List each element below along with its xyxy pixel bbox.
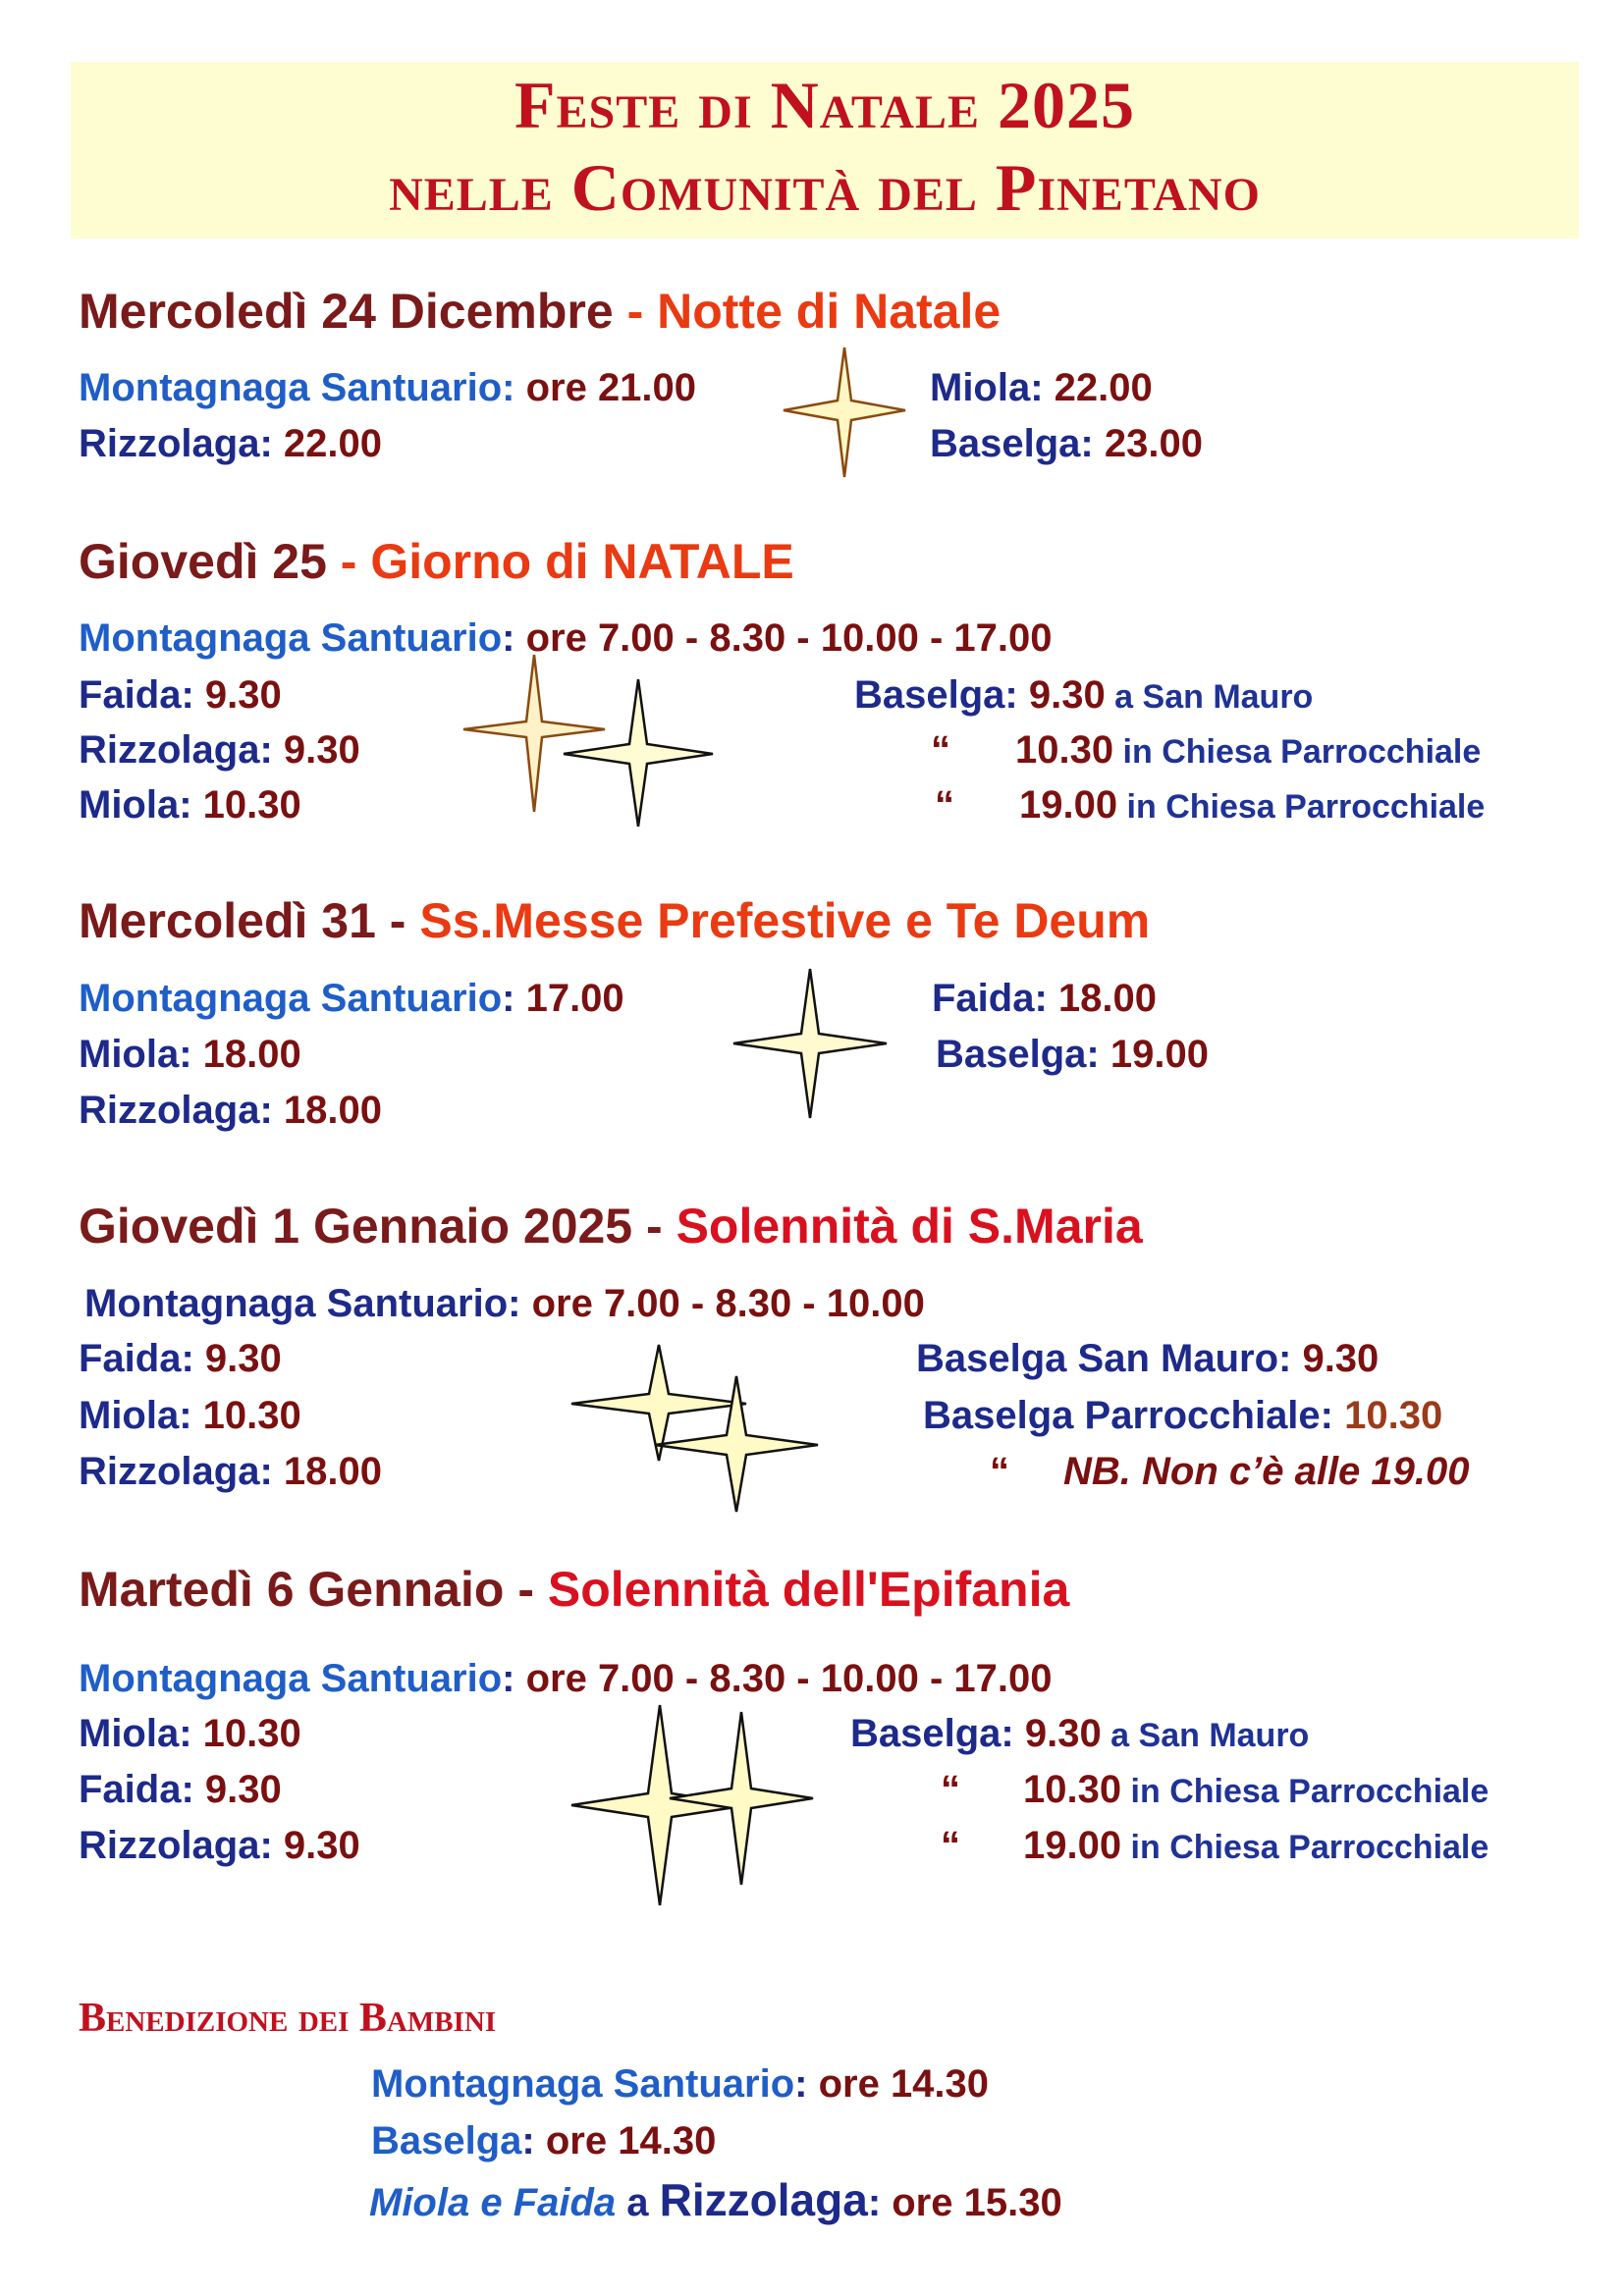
star-icon — [562, 677, 715, 828]
sec3-row1: Montagnaga Santuario: 17.00 — [79, 977, 624, 1020]
sec4-row4: Rizzolaga: 18.00 — [79, 1450, 383, 1493]
star-icon — [653, 1374, 820, 1514]
sec4-right3-note: NB. Non c’è alle 19.00 — [1063, 1450, 1470, 1493]
sec1-row1-left: Montagnaga Santuario: ore 21.00 — [79, 366, 697, 409]
sec1-feast: Notte di Natale — [657, 284, 1001, 339]
sec2-row4: Miola: 10.30 — [79, 783, 301, 827]
sec5-baselga-1: Baselga: 9.30 a San Mauro — [850, 1712, 1310, 1755]
sec3-heading: Mercoledì 31 - Ss.Messe Prefestive e Te Deum — [79, 893, 1151, 948]
sec1-heading: Mercoledì 24 Dicembre - Notte di Natale — [79, 284, 1001, 339]
sec1-row1-right: Miola: 22.00 — [930, 366, 1153, 409]
sec3-row2: Miola: 18.00 — [79, 1033, 301, 1076]
page-title: Feste di Natale 2025 — [514, 68, 1135, 142]
sec4-row1: Montagnaga Santuario: ore 7.00 - 8.30 - 10.00 — [84, 1282, 925, 1325]
sec5-baselga-2: “ — [941, 1768, 960, 1811]
star-icon — [668, 1710, 815, 1887]
sec4-row2: Faida: 9.30 — [79, 1337, 282, 1380]
sec2-row3: Rizzolaga: 9.30 — [79, 728, 360, 772]
sec2-row1: Montagnaga Santuario: ore 7.00 - 8.30 - 10.00 - 17.00 — [79, 616, 1053, 660]
star-icon — [781, 346, 908, 479]
sec4-right1: Baselga San Mauro: 9.30 — [916, 1337, 1380, 1380]
sec1-row2-left: Rizzolaga: 22.00 — [79, 422, 383, 465]
sec5-baselga-3-text: 19.00 in Chiesa Parrocchiale — [1023, 1824, 1489, 1867]
sec2-heading: Giovedì 25 - Giorno di NATALE — [79, 534, 794, 589]
sec2-row2: Faida: 9.30 — [79, 673, 282, 717]
sec5-baselga-3: “ — [941, 1824, 960, 1867]
sec1-day: Mercoledì 24 Dicembre — [79, 284, 614, 339]
sec2-baselga-3-text: 19.00 in Chiesa Parrocchiale — [1019, 783, 1486, 827]
sec5-heading: Martedì 6 Gennaio - Solennità dell'Epifania — [79, 1562, 1070, 1617]
sec5-row2: Miola: 10.30 — [79, 1712, 301, 1755]
sec3-right1: Faida: 18.00 — [932, 977, 1158, 1020]
title-banner — [71, 62, 1579, 239]
sec5-baselga-2-text: 10.30 in Chiesa Parrocchiale — [1023, 1768, 1489, 1811]
ben-row3: Miola e Faida a Rizzolaga: ore 15.30 — [369, 2174, 1062, 2225]
sec5-row3: Faida: 9.30 — [79, 1768, 282, 1811]
sec2-baselga-2: “ — [931, 728, 950, 772]
ben-row2: Baselga: ore 14.30 — [371, 2119, 717, 2163]
star-icon — [731, 967, 889, 1120]
sec2-baselga-1: Baselga: 9.30 a San Mauro — [854, 673, 1314, 717]
sec3-right2: Baselga: 19.00 — [936, 1033, 1209, 1076]
ben-title: Benedizione dei Bambini — [79, 1996, 497, 2041]
sec2-baselga-2-text: 10.30 in Chiesa Parrocchiale — [1015, 728, 1482, 772]
sec1-row2-right: Baselga: 23.00 — [930, 422, 1203, 465]
sec2-baselga-3: “ — [935, 783, 954, 827]
sec4-heading: Giovedì 1 Gennaio 2025 - Solennità di S.Maria — [79, 1199, 1143, 1254]
sec4-row3: Miola: 10.30 — [79, 1394, 301, 1437]
sec4-right2: Baselga Parrocchiale: 10.30 — [923, 1394, 1443, 1437]
page-subtitle: nelle Comunità del Pinetano — [389, 150, 1261, 225]
sec5-row1: Montagnaga Santuario: ore 7.00 - 8.30 - 10.00 - 17.00 — [79, 1657, 1053, 1700]
sec3-row3: Rizzolaga: 18.00 — [79, 1089, 383, 1132]
sec4-right3-quote: “ — [990, 1450, 1009, 1493]
sec5-row4: Rizzolaga: 9.30 — [79, 1824, 360, 1867]
ben-row1: Montagnaga Santuario: ore 14.30 — [371, 2062, 990, 2106]
